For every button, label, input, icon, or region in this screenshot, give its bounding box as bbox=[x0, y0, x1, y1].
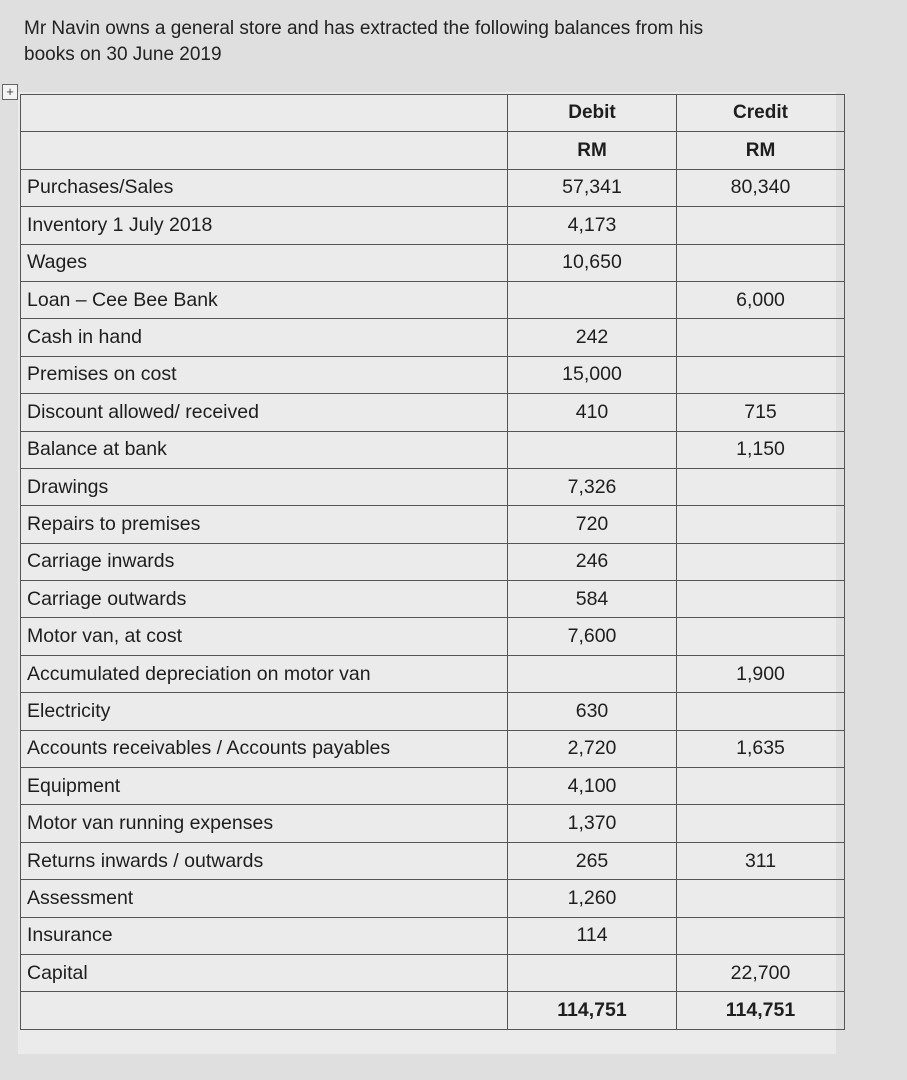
credit-cell bbox=[677, 468, 845, 505]
debit-cell: 7,326 bbox=[508, 468, 677, 505]
table-row bbox=[21, 468, 845, 505]
table-row bbox=[21, 693, 845, 730]
credit-cell: 1,150 bbox=[677, 431, 845, 468]
table-row bbox=[21, 730, 845, 767]
account-cell: Premises on cost bbox=[21, 356, 508, 393]
units-row bbox=[21, 132, 845, 169]
table-row bbox=[21, 768, 845, 805]
debit-cell: 7,600 bbox=[508, 618, 677, 655]
account-cell: Capital bbox=[21, 954, 508, 991]
credit-cell bbox=[677, 805, 845, 842]
table-row bbox=[21, 394, 845, 431]
credit-cell bbox=[677, 207, 845, 244]
total-credit: 114,751 bbox=[677, 992, 845, 1029]
account-cell: Discount allowed/ received bbox=[21, 394, 508, 431]
table-row bbox=[21, 655, 845, 692]
account-cell: Drawings bbox=[21, 468, 508, 505]
account-cell: Assessment bbox=[21, 880, 508, 917]
intro-line-1: Mr Navin owns a general store and has extracted the following balances from his bbox=[24, 18, 704, 39]
account-cell: Balance at bank bbox=[21, 431, 508, 468]
credit-cell: 1,900 bbox=[677, 655, 845, 692]
intro-line-2: books on 30 June 2019 bbox=[24, 44, 222, 65]
account-cell: Inventory 1 July 2018 bbox=[21, 207, 508, 244]
debit-cell: 10,650 bbox=[508, 244, 677, 281]
credit-cell bbox=[677, 506, 845, 543]
debit-cell: 265 bbox=[508, 842, 677, 879]
scroll-corner bbox=[862, 1066, 907, 1080]
debit-cell: 4,173 bbox=[508, 207, 677, 244]
credit-cell bbox=[677, 880, 845, 917]
debit-cell: 57,341 bbox=[508, 169, 677, 206]
credit-cell: 80,340 bbox=[677, 169, 845, 206]
account-cell: Purchases/Sales bbox=[21, 169, 508, 206]
table-row bbox=[21, 543, 845, 580]
account-cell: Equipment bbox=[21, 768, 508, 805]
credit-cell: 22,700 bbox=[677, 954, 845, 991]
account-cell: Repairs to premises bbox=[21, 506, 508, 543]
account-cell: Wages bbox=[21, 244, 508, 281]
account-cell: Returns inwards / outwards bbox=[21, 842, 508, 879]
debit-cell: 584 bbox=[508, 581, 677, 618]
debit-cell bbox=[508, 954, 677, 991]
account-cell: Accounts receivables / Accounts payables bbox=[21, 730, 508, 767]
units-account-cell bbox=[21, 132, 508, 169]
units-debit: RM bbox=[508, 132, 677, 169]
debit-cell: 114 bbox=[508, 917, 677, 954]
table-row bbox=[21, 207, 845, 244]
table-row bbox=[21, 842, 845, 879]
table-row bbox=[21, 431, 845, 468]
header-debit: Debit bbox=[508, 95, 677, 132]
debit-cell: 242 bbox=[508, 319, 677, 356]
account-cell: Carriage inwards bbox=[21, 543, 508, 580]
table-row bbox=[21, 281, 845, 318]
header-account-cell bbox=[21, 95, 508, 132]
totals-account-cell bbox=[21, 992, 508, 1029]
account-cell: Cash in hand bbox=[21, 319, 508, 356]
table-row bbox=[21, 319, 845, 356]
account-cell: Accumulated depreciation on motor van bbox=[21, 655, 508, 692]
account-cell: Electricity bbox=[21, 693, 508, 730]
table-row bbox=[21, 244, 845, 281]
debit-cell: 15,000 bbox=[508, 356, 677, 393]
credit-cell bbox=[677, 543, 845, 580]
total-debit: 114,751 bbox=[508, 992, 677, 1029]
totals-row bbox=[21, 992, 845, 1029]
intro-text bbox=[24, 16, 864, 68]
debit-cell bbox=[508, 431, 677, 468]
credit-cell bbox=[677, 693, 845, 730]
credit-cell: 715 bbox=[677, 394, 845, 431]
debit-cell bbox=[508, 281, 677, 318]
table-row bbox=[21, 356, 845, 393]
account-cell: Motor van, at cost bbox=[21, 618, 508, 655]
table-row bbox=[21, 581, 845, 618]
trial-balance-table bbox=[20, 94, 845, 1030]
debit-cell: 1,260 bbox=[508, 880, 677, 917]
account-cell: Motor van running expenses bbox=[21, 805, 508, 842]
credit-cell bbox=[677, 618, 845, 655]
account-cell: Loan – Cee Bee Bank bbox=[21, 281, 508, 318]
table-row bbox=[21, 805, 845, 842]
header-credit: Credit bbox=[677, 95, 845, 132]
credit-cell: 311 bbox=[677, 842, 845, 879]
debit-cell: 630 bbox=[508, 693, 677, 730]
table-row bbox=[21, 618, 845, 655]
table-row bbox=[21, 506, 845, 543]
credit-cell: 1,635 bbox=[677, 730, 845, 767]
debit-cell: 720 bbox=[508, 506, 677, 543]
header-row bbox=[21, 95, 845, 132]
table-row bbox=[21, 880, 845, 917]
debit-cell bbox=[508, 655, 677, 692]
table-row bbox=[21, 917, 845, 954]
credit-cell bbox=[677, 319, 845, 356]
account-cell: Carriage outwards bbox=[21, 581, 508, 618]
units-credit: RM bbox=[677, 132, 845, 169]
credit-cell bbox=[677, 356, 845, 393]
credit-cell bbox=[677, 768, 845, 805]
table-row bbox=[21, 169, 845, 206]
debit-cell: 4,100 bbox=[508, 768, 677, 805]
table-row bbox=[21, 954, 845, 991]
table-move-handle-icon[interactable]: + bbox=[2, 84, 18, 100]
credit-cell bbox=[677, 244, 845, 281]
debit-cell: 1,370 bbox=[508, 805, 677, 842]
debit-cell: 2,720 bbox=[508, 730, 677, 767]
debit-cell: 246 bbox=[508, 543, 677, 580]
credit-cell: 6,000 bbox=[677, 281, 845, 318]
debit-cell: 410 bbox=[508, 394, 677, 431]
credit-cell bbox=[677, 581, 845, 618]
credit-cell bbox=[677, 917, 845, 954]
account-cell: Insurance bbox=[21, 917, 508, 954]
